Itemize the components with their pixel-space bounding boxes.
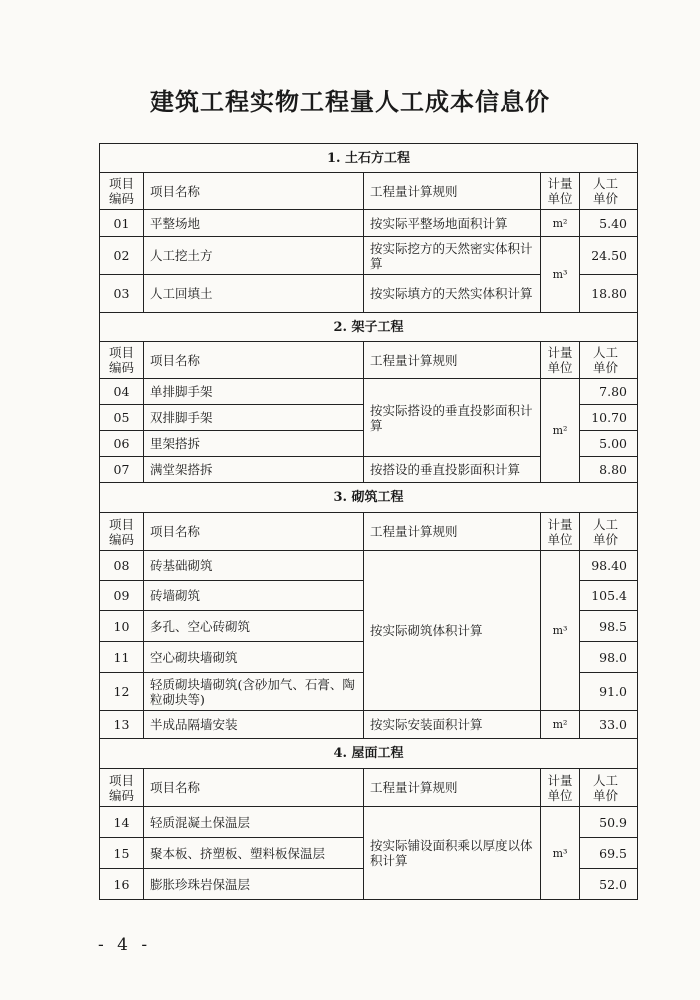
page-number: - 4 -	[98, 935, 152, 955]
section-header-1	[100, 144, 638, 173]
row-code: 07	[100, 457, 144, 483]
header-unit: 计量 单位	[541, 769, 580, 807]
row-code: 03	[100, 275, 144, 313]
row-price: 98.0	[580, 642, 638, 673]
row-unit: m³	[541, 807, 580, 900]
row-rule: 按实际搭设的垂直投影面积计算	[364, 379, 541, 457]
table-row	[100, 210, 638, 237]
header-code: 项目 编码	[100, 769, 144, 807]
row-rule: 按实际安装面积计算	[364, 711, 541, 739]
table-row	[100, 379, 638, 405]
row-price: 50.9	[580, 807, 638, 838]
header-price: 人工 单价	[580, 513, 638, 551]
row-price: 18.80	[580, 275, 638, 313]
table-row	[100, 807, 638, 838]
row-code: 02	[100, 237, 144, 275]
column-header-row	[100, 513, 638, 551]
row-name: 膨胀珍珠岩保温层	[144, 869, 364, 900]
row-name: 人工挖土方	[144, 237, 364, 275]
row-name: 砖墙砌筑	[144, 581, 364, 611]
row-name: 空心砌块墙砌筑	[144, 642, 364, 673]
row-name: 人工回填土	[144, 275, 364, 313]
row-name: 平整场地	[144, 210, 364, 237]
row-code: 15	[100, 838, 144, 869]
row-name: 轻质砌块墙砌筑(含砂加气、石膏、陶粒砌块等)	[144, 673, 364, 711]
row-price: 5.00	[580, 431, 638, 457]
row-unit: m²	[541, 210, 580, 237]
row-rule: 按实际铺设面积乘以厚度以体积计算	[364, 807, 541, 900]
header-name: 项目名称	[144, 513, 364, 551]
header-rule: 工程量计算规则	[364, 513, 541, 551]
header-code: 项目 编码	[100, 342, 144, 379]
section-title: 2. 架子工程	[100, 313, 638, 342]
header-name: 项目名称	[144, 342, 364, 379]
row-price: 33.0	[580, 711, 638, 739]
header-unit: 计量 单位	[541, 173, 580, 210]
row-rule: 按实际填方的天然实体积计算	[364, 275, 541, 313]
header-rule: 工程量计算规则	[364, 173, 541, 210]
row-name: 轻质混凝土保温层	[144, 807, 364, 838]
table-row	[100, 551, 638, 581]
row-price: 91.0	[580, 673, 638, 711]
row-code: 01	[100, 210, 144, 237]
header-code: 项目 编码	[100, 513, 144, 551]
section-title: 1. 土石方工程	[100, 144, 638, 173]
row-price: 5.40	[580, 210, 638, 237]
header-name: 项目名称	[144, 173, 364, 210]
row-name: 里架搭拆	[144, 431, 364, 457]
row-unit: m²	[541, 379, 580, 483]
row-code: 11	[100, 642, 144, 673]
row-rule: 按实际平整场地面积计算	[364, 210, 541, 237]
row-code: 09	[100, 581, 144, 611]
row-price: 105.4	[580, 581, 638, 611]
section-header-4	[100, 739, 638, 769]
row-rule: 按实际挖方的天然密实体积计算	[364, 237, 541, 275]
row-code: 14	[100, 807, 144, 838]
header-name: 项目名称	[144, 769, 364, 807]
row-price: 8.80	[580, 457, 638, 483]
row-price: 98.5	[580, 611, 638, 642]
row-rule: 按搭设的垂直投影面积计算	[364, 457, 541, 483]
row-name: 双排脚手架	[144, 405, 364, 431]
row-code: 05	[100, 405, 144, 431]
row-name: 半成品隔墙安装	[144, 711, 364, 739]
row-rule: 按实际砌筑体积计算	[364, 551, 541, 711]
row-name: 满堂架搭拆	[144, 457, 364, 483]
table-row	[100, 711, 638, 739]
row-price: 52.0	[580, 869, 638, 900]
section-header-2	[100, 313, 638, 342]
header-unit: 计量 单位	[541, 513, 580, 551]
row-unit: m³	[541, 237, 580, 313]
header-price: 人工 单价	[580, 173, 638, 210]
row-name: 聚本板、挤塑板、塑料板保温层	[144, 838, 364, 869]
header-code: 项目 编码	[100, 173, 144, 210]
section-title: 4. 屋面工程	[100, 739, 638, 769]
row-price: 98.40	[580, 551, 638, 581]
row-code: 12	[100, 673, 144, 711]
row-name: 砖基础砌筑	[144, 551, 364, 581]
section-title: 3. 砌筑工程	[100, 483, 638, 513]
row-price: 7.80	[580, 379, 638, 405]
row-code: 10	[100, 611, 144, 642]
row-price: 10.70	[580, 405, 638, 431]
row-unit: m³	[541, 551, 580, 711]
section-header-3	[100, 483, 638, 513]
row-code: 04	[100, 379, 144, 405]
row-name: 单排脚手架	[144, 379, 364, 405]
column-header-row	[100, 173, 638, 210]
row-price: 24.50	[580, 237, 638, 275]
row-code: 08	[100, 551, 144, 581]
row-code: 06	[100, 431, 144, 457]
column-header-row	[100, 769, 638, 807]
cost-table	[99, 143, 638, 900]
header-rule: 工程量计算规则	[364, 769, 541, 807]
header-rule: 工程量计算规则	[364, 342, 541, 379]
row-price: 69.5	[580, 838, 638, 869]
column-header-row	[100, 342, 638, 379]
row-name: 多孔、空心砖砌筑	[144, 611, 364, 642]
table-row	[100, 237, 638, 275]
row-unit: m²	[541, 711, 580, 739]
page-title: 建筑工程实物工程量人工成本信息价	[150, 87, 550, 116]
header-price: 人工 单价	[580, 769, 638, 807]
row-code: 16	[100, 869, 144, 900]
row-code: 13	[100, 711, 144, 739]
header-price: 人工 单价	[580, 342, 638, 379]
header-unit: 计量 单位	[541, 342, 580, 379]
